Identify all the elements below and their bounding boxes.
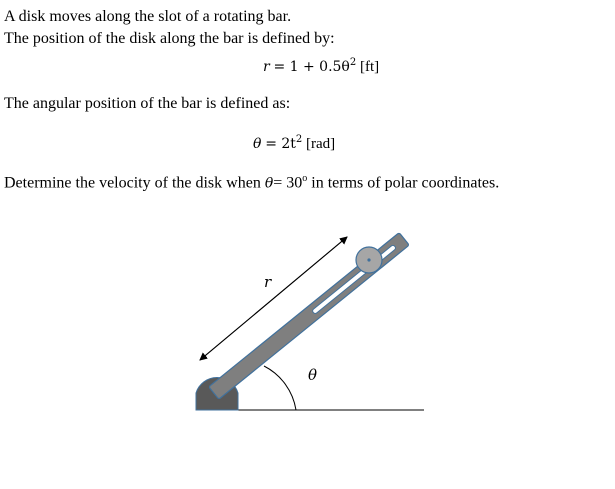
bar-slot [312,244,397,314]
disk-center-dot [367,258,370,261]
equation-r-rhs: = 1 + 0.5θ [273,59,350,75]
problem-line-1: A disk moves along the slot of a rotating bar. [4,8,292,25]
equation-r-exponent: 2 [349,57,357,68]
problem-line-4-pre: Determine the velocity of the disk when [4,174,265,192]
equation-theta-lhs: θ [253,136,262,152]
problem-line-4-theta: θ [264,175,274,192]
equation-theta-rhs: = 2t [265,136,296,152]
problem-line-4-eq: = 30 [273,174,303,192]
r-label: r [264,273,272,291]
equation-theta-exponent: 2 [295,134,303,145]
equation-theta-unit: [rad] [306,136,336,152]
problem-line-3: The angular position of the bar is defined as: [4,95,291,112]
equation-r-unit: [ft] [360,59,380,75]
problem-line-2: The position of the disk along the bar is defined by: [4,30,335,47]
theta-arc [264,366,296,410]
problem-line-4-post: in terms of polar coordinates. [307,174,500,192]
equation-r-lhs: r [263,59,270,75]
problem-line-4-degree: o [302,173,308,184]
theta-label: θ [308,366,318,384]
